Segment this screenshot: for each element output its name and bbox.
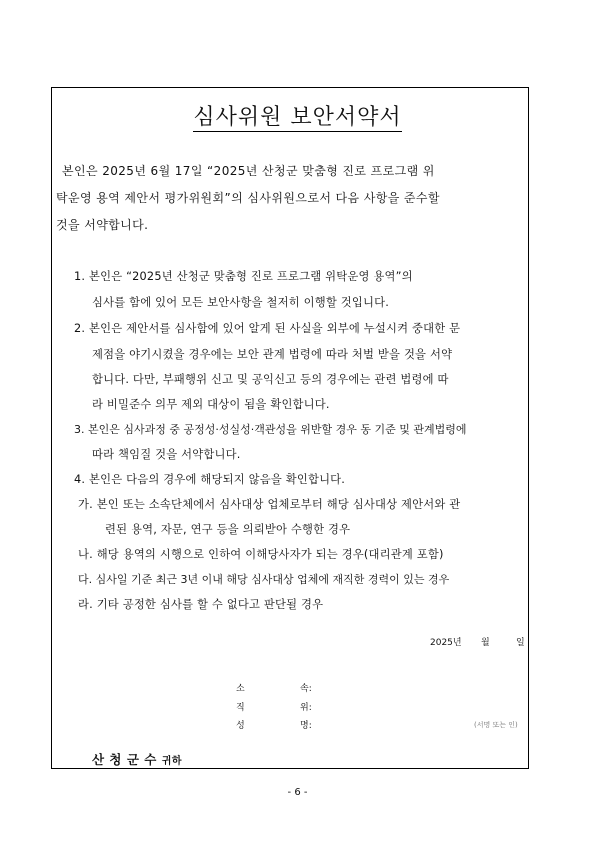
position-label-char: 직 xyxy=(236,703,245,713)
intro-line-3: 것을 서약합니다. xyxy=(56,218,149,232)
sub-item-na: 나. 해당 용역의 시행으로 인하여 이해당사자가 되는 경우(대리관계 포함) xyxy=(78,548,444,561)
affiliation-label-char: 소 xyxy=(236,684,245,694)
signature-note: (서명 또는 인) xyxy=(474,721,518,729)
date-month: 월 xyxy=(481,638,490,648)
intro-line-1: 본인은 2025년 6월 17일 “2025년 산청군 맞춤형 진로 프로그램 위 xyxy=(62,164,435,178)
addressee-suffix: 귀하 xyxy=(161,756,183,767)
clause-3-line-1: 3. 본인은 심사과정 중 공정성·성실성·객관성을 위반할 경우 동 기준 및 관계법령에 xyxy=(74,423,467,436)
clause-2-line-3: 합니다. 다만, 부패행위 신고 및 공익신고 등의 경우에는 관련 법령에 따 xyxy=(92,373,449,386)
date-day: 일 xyxy=(516,638,525,648)
date-year: 2025년 xyxy=(430,638,462,648)
name-label: 명: xyxy=(300,721,312,731)
sub-item-ga-line-1: 가. 본인 또는 소속단체에서 심사대상 업체로부터 해당 심사대상 제안서와 관 xyxy=(78,498,461,511)
sub-item-da: 다. 심사일 기준 최근 3년 이내 해당 심사대상 업체에 재직한 경력이 있는 경우 xyxy=(78,573,450,586)
clause-3-line-2: 따라 책임질 것을 서약합니다. xyxy=(92,448,241,461)
clause-2-line-1: 2. 본인은 제안서를 심사함에 있어 알게 된 사실을 외부에 누설시켜 중대한 문 xyxy=(74,322,461,335)
clause-1-line-1: 1. 본인은 “2025년 산청군 맞춤형 진로 프로그램 위탁운영 용역”의 xyxy=(74,270,413,283)
affiliation-label: 속: xyxy=(300,684,312,694)
clause-4-line-1: 4. 본인은 다음의 경우에 해당되지 않음을 확인합니다. xyxy=(74,473,346,486)
addressee-main: 산 청 군 수 xyxy=(92,752,157,767)
position-label: 위: xyxy=(300,703,312,713)
sub-item-ga-line-2: 련된 용역, 자문, 연구 등을 의뢰받아 수행한 경우 xyxy=(105,523,351,536)
document-title: 심사위원 보안서약서 xyxy=(193,105,402,130)
clause-2-line-2: 제점을 야기시켰을 경우에는 보안 관계 법령에 따라 처벌 받을 것을 서약 xyxy=(92,348,453,361)
addressee xyxy=(92,750,182,768)
clause-2-line-4: 라 비밀준수 의무 제외 대상이 됨을 확인합니다. xyxy=(92,398,330,411)
sub-item-ra: 라. 기타 공정한 심사를 할 수 없다고 판단될 경우 xyxy=(78,598,324,611)
page-number: - 6 - xyxy=(287,787,308,798)
intro-line-2: 탁운영 용역 제안서 평가위원회”의 심사위원으로서 다음 사항을 준수할 xyxy=(56,191,440,205)
clause-1-line-2: 심사를 함에 있어 모든 보안사항을 철저히 이행할 것입니다. xyxy=(92,296,390,309)
name-label-char: 성 xyxy=(236,721,245,731)
